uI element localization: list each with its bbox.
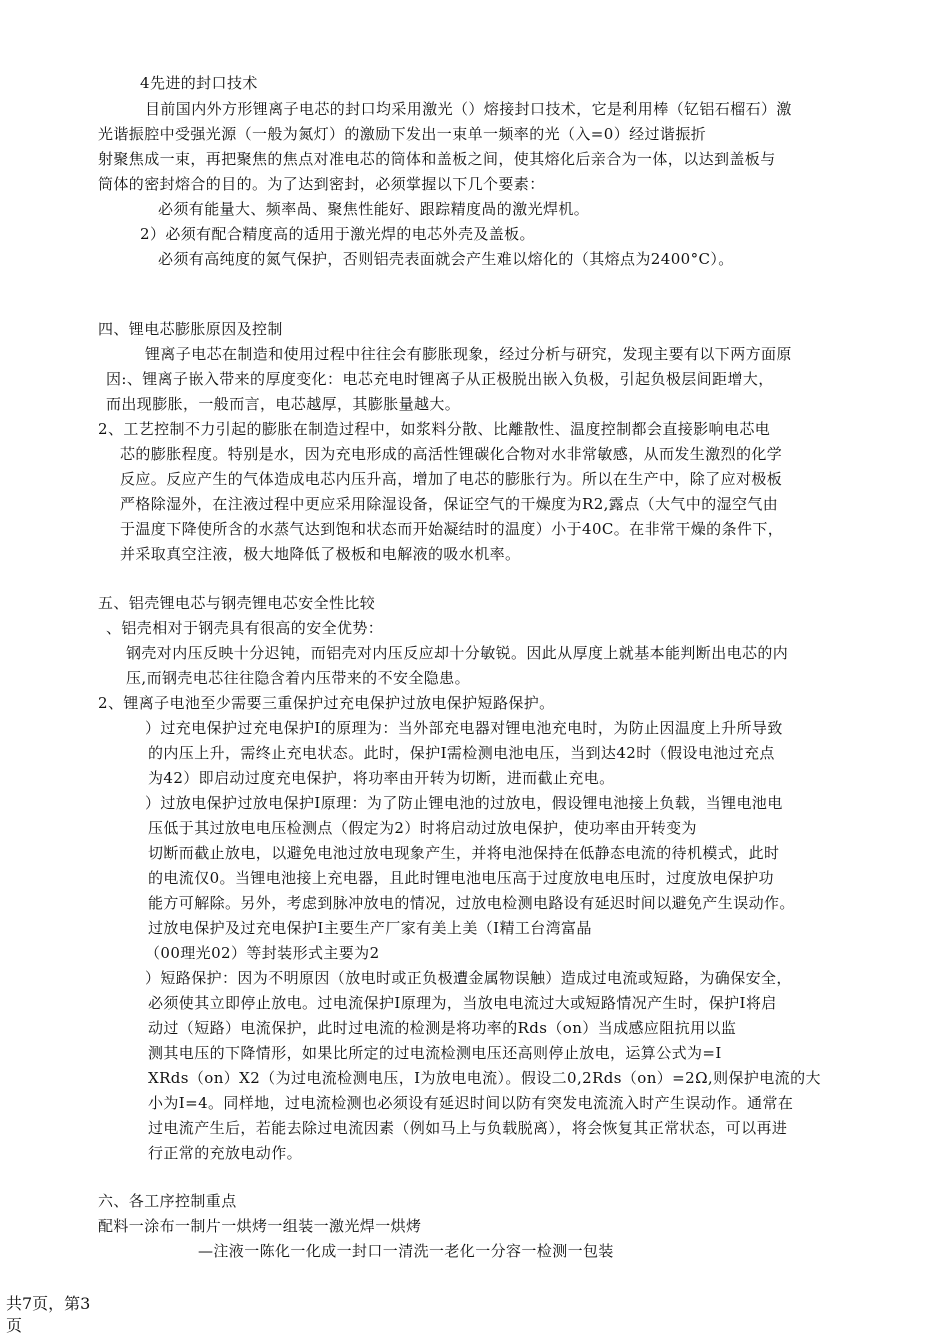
paragraph-line: ）过充电保护过充电保护I的原理为：当外部充电器对锂电池充电时，为防止因温度上升所导致 — [145, 719, 783, 737]
list-item: 2）必须有配合精度高的适用于激光焊的电芯外壳及盖板。 — [140, 225, 535, 243]
paragraph-line: 为42）即启动过度充电保护，将功率由开转为切断，进而截止充电。 — [148, 769, 615, 787]
paragraph-line: 反应。反应产生的气体造成电芯内压升高，增加了电芯的膨胀行为。所以在生产中，除了应对极板 — [120, 470, 783, 488]
paragraph-line: 钢壳对内压反映十分迟钝，而铝壳对内压反应却十分敏锐。因此从厚度上就基本能判断出电芯的内 — [126, 644, 789, 662]
paragraph-line: 动过（短路）电流保护，此时过电流的检测是将功率的Rds（on）当成感应阻抗用以监 — [148, 1019, 737, 1037]
paragraph-line: 2、锂离子电池至少需要三重保护过充电保护过放电保护短路保护。 — [98, 694, 555, 712]
paragraph-line: 小为I=4。同样地，过电流检测也必须设有延迟时间以防有突发电流流入时产生误动作。通常在 — [148, 1094, 794, 1112]
section-heading: 五、铝壳锂电芯与钢壳锂电芯安全性比较 — [98, 594, 376, 612]
paragraph-line: 的电流仅0。当锂电池接上充电器，且此时锂电池电压高于过度放电电压时，过度放电保护功 — [148, 869, 774, 887]
process-flow-line: 配料一涂布一制片一烘烤一组装一激光焊一烘烤 — [98, 1217, 422, 1235]
paragraph-line: 严格除湿外，在注液过程中更应采用除湿设备，保证空气的干燥度为R2,露点（大气中的湿空气由 — [120, 495, 779, 513]
paragraph-line: 目前国内外方形锂离子电芯的封口均采用激光（）熔接封口技术，它是利用棒（钇铝石榴石）激 — [145, 100, 792, 118]
section-heading: 4先进的封口技术 — [140, 74, 258, 92]
list-item: 必须有能量大、频率咼、聚焦性能好、跟踪精度咼的激光焊机。 — [158, 200, 590, 218]
paragraph-line: ）短路保护：因为不明原因（放电时或正负极遭金属物误触）造成过电流或短路，为确保安全， — [145, 969, 792, 987]
paragraph-line: 压,而钢壳电芯往往隐含着内压带来的不安全隐患。 — [126, 669, 470, 687]
paragraph-line: 于温度下降使所含的水蒸气达到饱和状态而开始凝结时的温度）小于40C。在非常干燥的条件下， — [120, 520, 784, 538]
paragraph-line: 过电流产生后，若能去除过电流因素（例如马上与负载脱离），将会恢复其正常状态，可以再进 — [148, 1119, 788, 1137]
paragraph-line: XRds（on）X2（为过电流检测电压，I为放电电流）。假设二0,2Rds（on）=2Ω,则保护电流的大 — [148, 1069, 821, 1087]
list-item: 必须有高纯度的氮气保护，否则铝壳表面就会产生难以熔化的（其熔点为2400°C）。 — [158, 250, 734, 268]
paragraph-line: 而出现膨胀，一般而言，电芯越厚，其膨胀量越大。 — [106, 395, 461, 413]
section-heading: 六、各工序控制重点 — [98, 1192, 237, 1210]
paragraph-line: 切断而截止放电，以避免电池过放电现象产生，并将电池保持在低静态电流的待机模式，此时 — [148, 844, 780, 862]
paragraph-line: 能方可解除。另外，考虑到脉冲放电的情况，过放电检测电路设有延迟时间以避免产生误动作。 — [148, 894, 795, 912]
paragraph-line: 的内压上升，需终止充电状态。此时，保护I需检测电池电压，当到达42时（假设电池过充点 — [148, 744, 775, 762]
page-indicator: 共7页，第3 — [6, 1294, 91, 1313]
paragraph-line: 射聚焦成一束，再把聚焦的焦点对准电芯的筒体和盖板之间，使其熔化后亲合为一体，以达到盖板与 — [98, 150, 776, 168]
paragraph-line: 锂离子电芯在制造和使用过程中往往会有膨胀现象，经过分析与研究，发现主要有以下两方面原 — [145, 345, 792, 363]
paragraph-line: 行正常的充放电动作。 — [148, 1144, 303, 1162]
paragraph-line: 过放电保护及过充电保护I主要生产厂家有美上美（I精工台湾富晶 — [148, 919, 592, 937]
paragraph-line: 并采取真空注液，极大地降低了极板和电解液的吸水机率。 — [120, 545, 521, 563]
paragraph-line: 必须使其立即停止放电。过电流保护I原理为，当放电电流过大或短路情况产生时，保护I将启 — [148, 994, 777, 1012]
process-flow-line: —注液一陈化一化成一封口一清洗一老化一分容一检测一包装 — [198, 1242, 614, 1260]
paragraph-line: 筒体的密封熔合的目的。为了达到密封，必须掌握以下几个要素： — [98, 175, 545, 193]
paragraph-line: 、铝壳相对于钢壳具有很高的安全优势： — [106, 619, 384, 637]
paragraph-line: （00理光02）等封装形式主要为2 — [145, 944, 380, 962]
paragraph-line: 光谐振腔中受强光源（一般为氮灯）的激励下发出一束单一频率的光（入=0）经过谐振折 — [98, 125, 707, 143]
paragraph-line: 芯的膨胀程度。特别是水，因为充电形成的高活性锂碳化合物对水非常敏感，从而发生激烈的化学 — [120, 445, 783, 463]
paragraph-line: 测其电压的下降情形，如果比所定的过电流检测电压还高则停止放电，运算公式为=I — [148, 1044, 722, 1062]
paragraph-line: 压低于其过放电电压检测点（假定为2）时将启动过放电保护，使功率由开转变为 — [148, 819, 697, 837]
paragraph-line: ）过放电保护过放电保护I原理：为了防止锂电池的过放电，假设锂电池接上负载，当锂电池电 — [145, 794, 783, 812]
paragraph-line: 2、工艺控制不力引起的膨胀在制造过程中，如浆料分散、比離散性、温度控制都会直接影响电芯电 — [98, 420, 771, 438]
paragraph-line: 因:、锂离子嵌入带来的厚度变化：电芯充电时锂离子从正极脱出嵌入负极，引起负极层间距增大， — [106, 370, 774, 388]
section-heading: 四、锂电芯膨胀原因及控制 — [98, 320, 283, 338]
page-indicator-cont: 页 — [6, 1316, 23, 1335]
